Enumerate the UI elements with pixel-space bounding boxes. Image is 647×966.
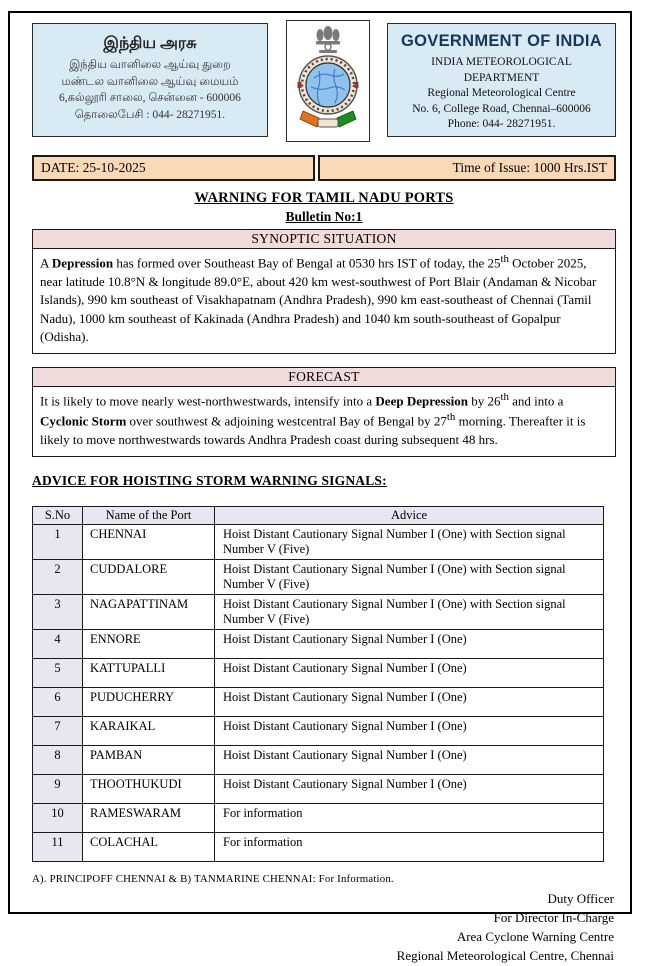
tamil-address-line: மண்டல வானிலை ஆய்வு மையம்	[61, 75, 239, 88]
government-of-india-title: GOVERNMENT OF INDIA	[401, 32, 602, 50]
table-row	[33, 803, 604, 832]
imd-emblem-icon	[289, 23, 367, 139]
sno-cell: 2	[33, 559, 83, 594]
english-address-box	[387, 23, 616, 137]
tamil-address-line: தொலைபேசி : 044- 28271951.	[74, 109, 226, 122]
forecast-text	[33, 387, 615, 456]
table-row	[33, 832, 604, 861]
advice-cell: Hoist Distant Cautionary Signal Number I (One) with Section signal Number V (Five)	[215, 559, 604, 594]
sno-cell: 1	[33, 524, 83, 559]
sno-cell: 4	[33, 629, 83, 658]
synoptic-situation-section	[32, 229, 616, 354]
tamil-address-lines	[33, 57, 267, 124]
table-row	[33, 629, 604, 658]
forecast-section	[32, 367, 616, 457]
text-segment: A	[40, 255, 52, 271]
date-field: DATE: 25-10-2025	[32, 155, 315, 181]
signature-block	[32, 889, 616, 966]
port-name-cell: CUDDALORE	[83, 559, 215, 594]
table-row	[33, 658, 604, 687]
text-segment: October 2025, near latitude 10.8°N & longitude 89.0°E, about 420 km west-southwest of Port Blair (Andaman & Nicobar Islands), 990 km southeast of Visakhapatnam (Andhra Pradesh), 990 km east-southeast of Chennai (Tamil Nadu), 1000 km southeast of Kakinada (Andhra Pradesh) and 1040 km south-southeast of Gopalpur (Odisha).	[40, 255, 597, 345]
advice-cell: Hoist Distant Cautionary Signal Number I (One)	[215, 774, 604, 803]
port-name-cell: PAMBAN	[83, 745, 215, 774]
advice-cell: Hoist Distant Cautionary Signal Number I (One)	[215, 716, 604, 745]
port-name-cell: CHENNAI	[83, 524, 215, 559]
table-row	[33, 687, 604, 716]
signature-line: Regional Meteorological Centre, Chennai	[396, 948, 614, 964]
letterhead	[32, 23, 616, 142]
port-name-cell: COLACHAL	[83, 832, 215, 861]
advice-cell: Hoist Distant Cautionary Signal Number I (One)	[215, 745, 604, 774]
col-header-advice: Advice	[215, 506, 604, 524]
port-name-cell: NAGAPATTINAM	[83, 594, 215, 629]
advice-cell: For information	[215, 832, 604, 861]
advice-cell: Hoist Distant Cautionary Signal Number I (One)	[215, 687, 604, 716]
imd-address-line: Phone: 044- 28271951.	[447, 118, 556, 131]
port-name-cell: THOOTHUKUDI	[83, 774, 215, 803]
port-name-cell: PUDUCHERRY	[83, 687, 215, 716]
text-segment: It is likely to move nearly west-northwestwards, intensify into a	[40, 392, 376, 408]
tamil-address-line: இந்திய வானிலை ஆய்வு துறை	[69, 59, 231, 71]
text-segment: has formed over Southeast Bay of Bengal at 0530 hrs IST of today, the 25	[113, 255, 501, 271]
table-header-row	[33, 506, 604, 524]
storm-warning-signals-table	[32, 506, 604, 862]
tamil-address-line: 6,கல்லூரி சாலை, சென்னை - 600006	[59, 92, 241, 105]
signature-line: Duty Officer	[547, 890, 614, 906]
footnote: A). PRINCIPOFF CHENNAI & B) TANMARINE CHENNAI: For Information.	[32, 872, 394, 885]
sno-cell: 3	[33, 594, 83, 629]
text-segment: over southwest & adjoining westcentral Bay of Bengal by 27	[126, 413, 447, 429]
imd-emblem-logo	[286, 20, 370, 142]
date-time-bar	[32, 155, 616, 181]
sno-cell: 7	[33, 716, 83, 745]
imd-address-line: INDIA METEOROLOGICAL	[431, 56, 572, 68]
page-title: WARNING FOR TAMIL NADU PORTS	[194, 190, 454, 206]
advice-cell: Hoist Distant Cautionary Signal Number I (One)	[215, 629, 604, 658]
table-row	[33, 524, 604, 559]
port-name-cell: ENNORE	[83, 629, 215, 658]
time-of-issue-field: Time of Issue: 1000 Hrs.IST	[318, 155, 616, 181]
advice-cell: For information	[215, 803, 604, 832]
advice-cell: Hoist Distant Cautionary Signal Number I (One) with Section signal Number V (Five)	[215, 594, 604, 629]
tamil-address-box	[32, 23, 268, 137]
tamil-govt-title: இந்திய அரசு	[103, 35, 197, 52]
forecast-heading: FORECAST	[33, 368, 615, 387]
synoptic-situation-heading: SYNOPTIC SITUATION	[33, 230, 615, 249]
imd-address-lines	[388, 55, 615, 133]
synoptic-situation-text	[33, 249, 615, 353]
bulletin-number: Bulletin No:1	[285, 209, 363, 224]
sno-cell: 8	[33, 745, 83, 774]
port-name-cell: RAMESWARAM	[83, 803, 215, 832]
table-row	[33, 594, 604, 629]
table-row	[33, 559, 604, 594]
text-segment: Deep Depression	[375, 392, 468, 408]
advice-heading: ADVICE FOR HOISTING STORM WARNING SIGNALS:	[32, 472, 387, 488]
text-segment: th	[446, 411, 456, 424]
table-row	[33, 774, 604, 803]
port-name-cell: KATTUPALLI	[83, 658, 215, 687]
imd-address-line: No. 6, College Road, Chennai–600006	[412, 102, 591, 115]
sno-cell: 10	[33, 803, 83, 832]
imd-address-line: DEPARTMENT	[463, 71, 540, 84]
table-row	[33, 716, 604, 745]
sno-cell: 11	[33, 832, 83, 861]
document-page	[8, 11, 632, 964]
sno-cell: 5	[33, 658, 83, 687]
text-segment: Depression	[51, 255, 114, 271]
advice-cell: Hoist Distant Cautionary Signal Number I (One) with Section signal Number V (Five)	[215, 524, 604, 559]
col-header-port: Name of the Port	[83, 506, 215, 524]
imd-address-line: Regional Meteorological Centre	[427, 87, 576, 100]
port-name-cell: KARAIKAL	[83, 716, 215, 745]
text-segment: by 26	[467, 392, 501, 408]
col-header-sno: S.No	[33, 506, 83, 524]
text-segment: th	[500, 390, 509, 403]
text-segment: th	[500, 253, 509, 265]
text-segment: and into a	[508, 392, 564, 408]
text-segment: morning. Thereafter it is likely to move northwestwards towards Andhra Pradesh coast during subsequent 48 hrs.	[40, 413, 586, 448]
text-segment: Cyclonic Storm	[40, 413, 127, 429]
advice-cell: Hoist Distant Cautionary Signal Number I (One)	[215, 658, 604, 687]
signature-line: For Director In-Charge	[493, 909, 614, 925]
signature-line: Area Cyclone Warning Centre	[456, 929, 614, 945]
table-row	[33, 745, 604, 774]
sno-cell: 9	[33, 774, 83, 803]
sno-cell: 6	[33, 687, 83, 716]
